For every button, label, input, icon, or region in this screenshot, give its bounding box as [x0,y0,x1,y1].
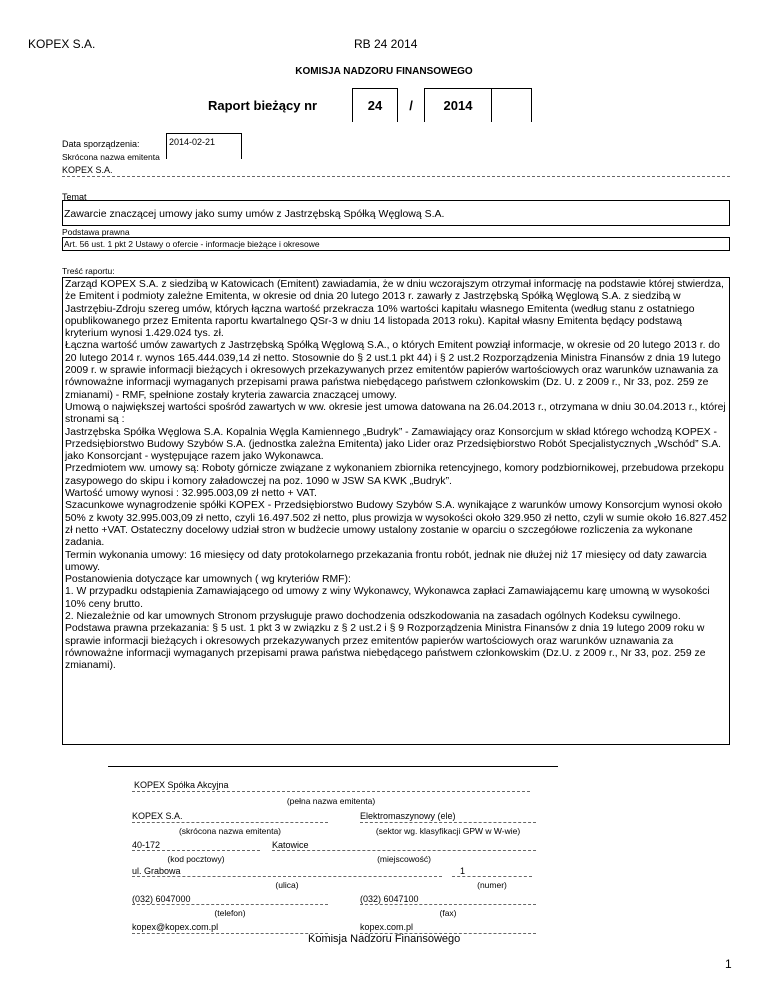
date-value: 2014-02-21 [169,137,216,147]
issuer-street-caption: (ulica) [275,880,299,890]
content-label: Treść raportu: [62,266,115,276]
divider [132,822,328,823]
page-number: 1 [725,957,732,971]
paragraph: Wartość umowy wynosi : 32.995.003,09 zł netto + VAT. [65,488,317,500]
footer-authority: Komisja Nadzoru Finansowego [308,933,461,945]
legal-basis-value: Art. 56 ust. 1 pkt 2 Ustawy o ofercie - informacje bieżące i okresowe [64,239,320,249]
paragraph: Podstawa prawna przekazania: § 5 ust. 1 pkt 3 w związku z § 2 ust.2 i § 9 Rozporządzenia Ministra Finansów z dnia 19 lutego 2009 roku w sprawie informacji bieżących i okresowych przekazywanych przez emitentów papierów wartościowych oraz warunków uznawania za równoważne informacji wymaganych przepisami prawa państwa niebędącego państwem członkowskim (Dz.U. z 2009 r., Nr 33, poz. 259 ze zmianami). [65,623,706,672]
issuer-number: 1 [460,866,466,876]
paragraph: Umową o największej wartości spośród zawartych w ww. okresie jest umowa datowana na 26.04.2013 r., otrzymana w dniu 30.04.2013 r., której stronami są : [65,401,726,426]
issuer-sector-caption: (sektor wg. klasyfikacji GPW w W-wie) [375,826,521,836]
paragraph: 1. W przypadku odstąpienia Zamawiającego od umowy z winy Wykonawcy, Wykonawca zapłaci Zamawiającemu karę umowną w wysokości 10% ceny brutto. [65,586,710,610]
paragraph: 2. Niezależnie od kar umownych Stronom przysługuje prawo dochodzenia odszkodowania na zasadach ogólnych Kodeksu cywilnego. [65,611,681,623]
issuer-full-name-caption: (pełna nazwa emitenta) [286,796,376,806]
legal-basis-label: Podstawa prawna [62,227,130,237]
issuer-phone: (032) 6047000 [132,894,191,904]
header-report-id: RB 24 2014 [354,37,418,51]
subject-label: Temat [62,192,87,202]
date-label: Data sporządzenia: [62,139,140,149]
short-name-value: KOPEX S.A. [62,165,113,175]
issuer-phone-caption: (telefon) [214,908,246,918]
issuer-www[interactable]: kopex.com.pl [360,922,414,932]
issuer-fax-caption: (fax) [439,908,457,918]
divider [360,904,536,905]
issuer-sector: Elektromaszynowy (ele) [360,811,456,821]
divider [452,876,532,877]
short-name-label: Skrócona nazwa emitenta [62,152,160,162]
header-company: KOPEX S.A. [28,37,96,51]
issuer-separator [108,766,558,767]
divider [360,822,536,823]
issuer-fax: (032) 6047100 [360,894,419,904]
issuer-short-name-caption: (skrócona nazwa emitenta) [178,826,282,836]
content-box [62,277,730,745]
paragraph: Zarząd KOPEX S.A. z siedzibą w Katowicach (Emitent) zawiadamia, że w dniu wczorajszym otrzymał informację na podstawie której stwierdza, że Emitent i podmioty zależne Emitenta, w okresie od dnia 20 lutego 2013 r. zawarły z Jastrzębską Spółką Węglową S.A. z siedzibą w Jastrzębiu-Zdroju szereg umów, których łączna wartość przekracza 10% wartości kapitału własnego Emitenta (według stanu z ostatniego opublikowanego przez Emitenta raportu kwartalnego QSr-3 w dniu 14 listopada 2013 roku). Kapitał własny Emitenta będący podstawą kryterium wynosi 1.429.024 tys. zł. [65,279,724,340]
paragraph: Przedmiotem ww. umowy są: Roboty górnicze związane z wykonaniem zbiornika retencyjnego, komory podzbiornikowej, przebudowa przekopu zasypowego do skipu i komory załadowczej na poz. 1090 w JSW SA KWK „Budryk”. [65,463,724,487]
subject-box [62,200,730,226]
divider [132,933,328,934]
paragraph: Termin wykonania umowy: 16 miesięcy od daty protokolarnego przekazania frontu robót, jednak nie dłużej niż 17 miesięcy od daty zawarcia umowy. [65,549,707,573]
paragraph: Szacunkowe wynagrodzenie spółki KOPEX - Przedsiębiorstwo Budowy Szybów S.A. wynikające z warunków umowy Konsorcjum wynosi około 50% z kwoty 32.995.003,09 zł netto, czyli 16.497.502 zł netto, plus prowizja w wysokości około 329.950 zł netto, czyli w sumie około 16.827.452 zł netto +VAT. Ostateczny docelowy udział stron w budżecie umowy ustalony zostanie w oparciu o szczegółowe rozliczenia za wykonane zadania. [65,500,727,549]
issuer-city-caption: (miejscowość) [377,854,431,864]
subject-value: Zawarcie znaczącej umowy jako sumy umów z Jastrzębską Spółką Węglową S.A. [64,208,445,220]
page-title: KOMISJA NADZORU FINANSOWEGO [295,66,473,77]
paragraph: Jastrzębska Spółka Węglowa S.A. Kopalnia Węgla Kamiennego „Budryk” - Zamawiający oraz Konsorcjum w skład którego wchodzą KOPEX - Przedsiębiorstwo Budowy Szybów S.A. (jednostka zależna Emitenta) jako Lider oraz Przedsiębiorstwo Robót Specjalistycznych „Wschód” S.A. jako Konsorcjant - występujące razem jako Wykonawca. [65,426,722,463]
legal-basis-box [62,237,730,251]
issuer-street: ul. Grabowa [132,866,181,876]
issuer-city: Katowice [272,840,309,850]
divider [132,904,328,905]
divider [132,876,442,877]
issuer-full-name: KOPEX Spółka Akcyjna [134,780,229,790]
divider [62,176,730,177]
issuer-email[interactable]: kopex@kopex.com.pl [132,922,219,932]
report-year-cell: 2014 [424,88,492,122]
issuer-short-name: KOPEX S.A. [132,811,183,821]
divider [132,791,530,792]
report-separator: / [409,97,413,113]
date-box [166,133,242,159]
report-label: Raport bieżący nr [208,98,318,113]
paragraph: Łączna wartość umów zawartych z Jastrzębską Spółką Węglową S.A., o których Emitent powziął informacje, w okresie od 20 lutego 2013 r. do 20 lutego 2014 r. wynos 165.444.039,14 zł netto. Stosownie do § 2 ust.1 pkt 44) i § 2 ust.2 Rozporządzenia Ministra Finansów z dnia 19 lutego 2009 r. w sprawie informacji bieżących i okresowych przekazywanych przez emitentów papierów wartościowych oraz warunków uznawania za równoważne informacji wymaganych przepisami prawa państwa niebędącego państwem członkowskim (Dz. U. z 2009 r., Nr 33, poz. 259 ze zmianami) - RMF, spełnione zostały kryteria zawarcia znaczącej umowy. [65,340,721,401]
divider [272,850,536,851]
report-extra-cell [492,88,532,122]
divider [132,850,260,851]
paragraph: Postanowienia dotyczące kar umownych ( wg kryteriów RMF): [65,574,351,586]
issuer-number-caption: (numer) [477,880,507,890]
report-number-cell: 24 [352,88,398,122]
issuer-postal-code-caption: (kod pocztowy) [167,854,225,864]
issuer-postal-code: 40-172 [132,840,161,850]
